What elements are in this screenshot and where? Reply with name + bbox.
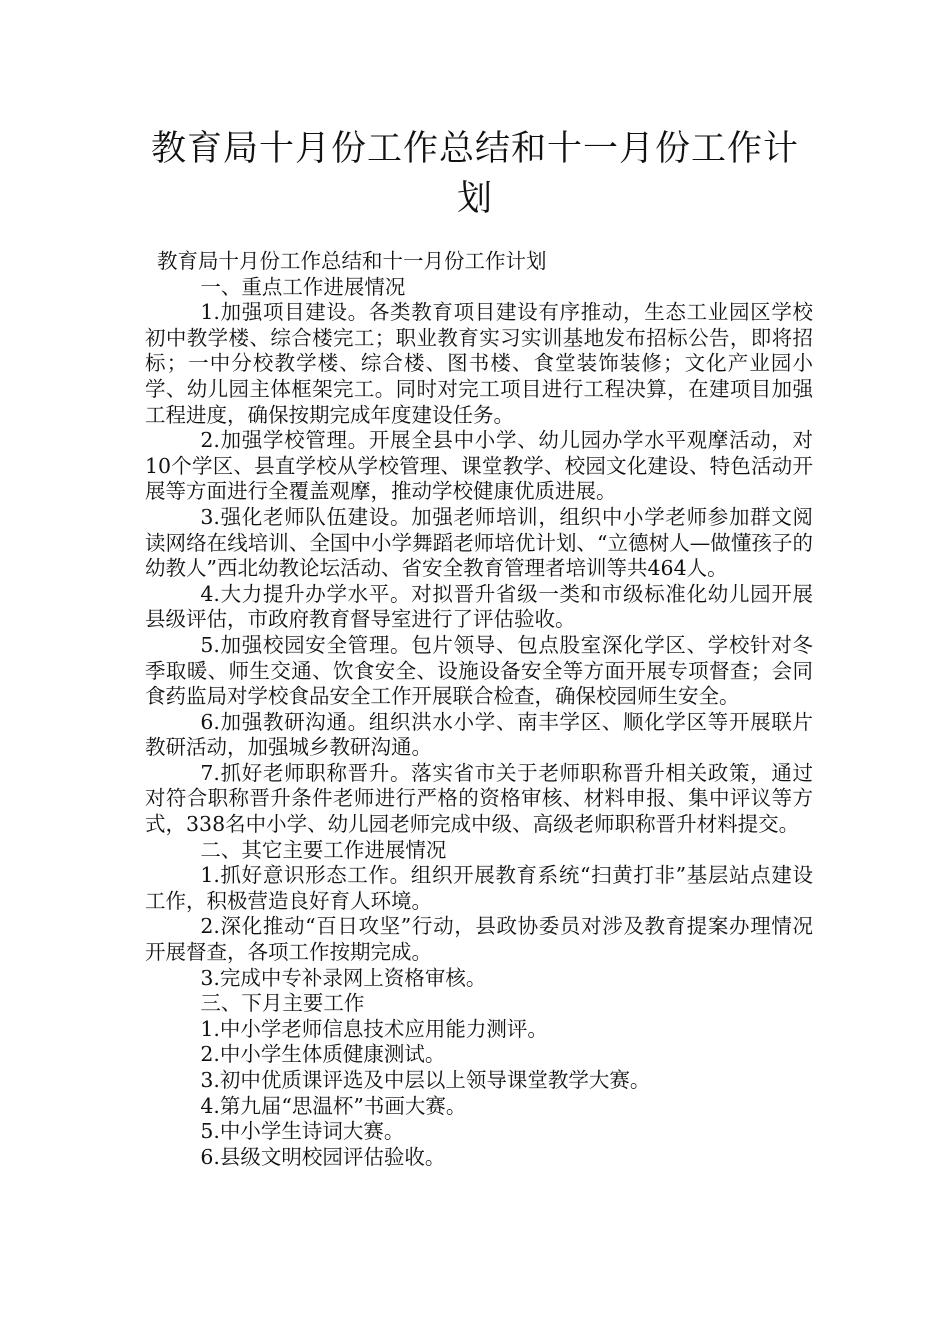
paragraph-school-management: 2.加强学校管理。开展全县中小学、幼儿园办学水平观摩活动，对10个学区、县直学校从学校管理、课堂教学、校园文化建设、特色活动开展等方面进行全覆盖观摩，推动学校健康优质进展。 xyxy=(145,428,813,504)
paragraph-title-promotion: 7.抓好老师职称晋升。落实省市关于老师职称晋升相关政策，通过对符合职称晋升条件老师进行严格的资格审核、材料申报、集中评议等方式，338名中小学、幼儿园老师完成中级、高级老师职称晋升材料提交。 xyxy=(145,760,813,837)
plan-item-5: 5.中小学生诗词大赛。 xyxy=(200,1119,405,1144)
plan-item-2: 2.中小学生体质健康测试。 xyxy=(200,1042,446,1067)
paragraph-qualification-review: 3.完成中专补录网上资格审核。 xyxy=(200,965,487,990)
paragraph-ideology: 1.抓好意识形态工作。组织开展教育系统“扫黄打非”基层站点建设工作，积极营造良好育人环境。 xyxy=(145,863,813,913)
paragraph-hundred-days: 2.深化推动“百日攻坚”行动，县政协委员对涉及教育提案办理情况开展督查，各项工作按期完成。 xyxy=(145,914,813,965)
paragraph-teacher-training: 3.强化老师队伍建设。加强老师培训，组织中小学老师参加群文阅读网络在线培训、全国中小学舞蹈老师培优计划、“立德树人—做懂孩子的幼教人”西北幼教论坛活动、省安全教育管理者培训等共464人。 xyxy=(145,504,813,581)
plan-item-3: 3.初中优质课评选及中层以上领导课堂教学大赛。 xyxy=(200,1068,651,1092)
document-body xyxy=(145,249,813,1170)
paragraph-campus-safety: 5.加强校园安全管理。包片领导、包点股室深化学区、学校针对冬季取暖、师生交通、饮食安全、设施设备安全等方面开展专项督查；会同食药监局对学校食品安全工作开展联合检查，确保校园师生安全。 xyxy=(145,632,813,709)
section-heading-3: 三、下月主要工作 xyxy=(200,991,365,1016)
plan-item-6: 6.县级文明校园评估验收。 xyxy=(200,1144,446,1169)
document-title xyxy=(150,124,800,224)
paragraph-teaching-research: 6.加强教研沟通。组织洪水小学、南丰学区、顺化学区等开展联片教研活动，加强城乡教研沟通。 xyxy=(145,709,813,760)
document-title-line-2: 划 xyxy=(456,179,493,219)
paragraph-school-level: 4.大力提升办学水平。对拟晋升省级一类和市级标准化幼儿园开展县级评估，市政府教育督导室进行了评估验收。 xyxy=(145,581,813,632)
paragraph-project-construction: 1.加强项目建设。各类教育项目建设有序推动，生态工业园区学校初中教学楼、综合楼完工；职业教育实习实训基地发布招标公告，即将招标；一中分校教学楼、综合楼、图书楼、食堂装饰装修；文化产业园小学、幼儿园主体框架完工。同时对完工项目进行工程决算，在建项目加强工程进度，确保按期完成年度建设任务。 xyxy=(145,300,813,427)
plan-item-4: 4.第九届“思温杯”书画大赛。 xyxy=(200,1093,467,1118)
plan-item-1: 1.中小学老师信息技术应用能力测评。 xyxy=(200,1016,548,1041)
document-subtitle: 教育局十月份工作总结和十一月份工作计划 xyxy=(157,249,547,273)
section-heading-2: 二、其它主要工作进展情况 xyxy=(200,837,447,862)
document-title-line-1: 教育局十月份工作总结和十一月份工作计 xyxy=(150,129,799,169)
section-heading-1: 一、重点工作进展情况 xyxy=(200,274,406,299)
